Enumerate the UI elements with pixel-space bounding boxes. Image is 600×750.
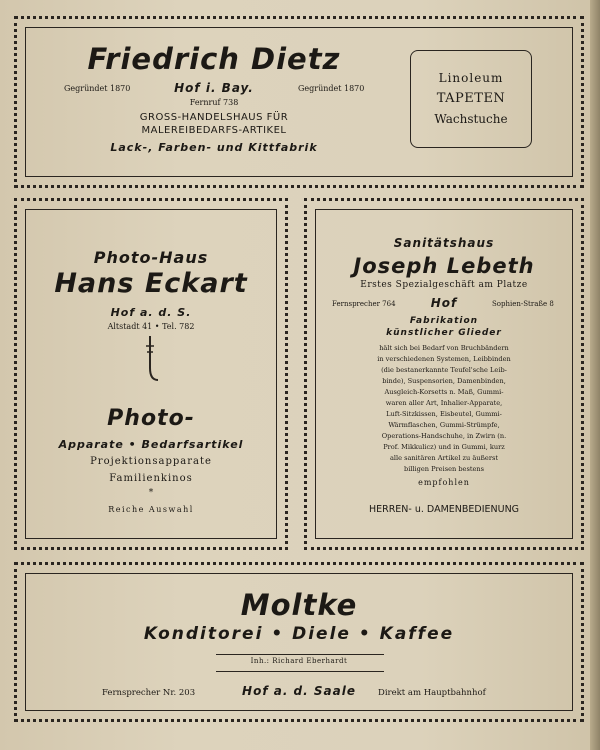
ornament-icon	[144, 334, 160, 384]
ad-eckart	[14, 198, 288, 550]
moltke-location: Direkt am Hauptbahnhof	[378, 688, 486, 698]
lebeth-top: Sanitätshaus	[393, 236, 495, 250]
lebeth-body-line: waren aller Art, Inhalier-Apparate,	[385, 399, 503, 407]
moltke-line: Konditorei • Diele • Kaffee	[143, 624, 455, 644]
page-gutter	[590, 0, 600, 750]
dietz-line3: Lack-, Farben- und Kittfabrik	[110, 141, 318, 154]
lebeth-body-line: Luft-Sitzkissen, Eisbeutel, Gummi-	[386, 410, 502, 418]
lebeth-body-line: binde), Suspensorien, Damenbinden,	[382, 377, 506, 385]
ad-moltke	[14, 562, 584, 722]
dietz-phone: Fernruf 738	[189, 98, 239, 107]
eckart-line3: Reiche Auswahl	[108, 505, 194, 514]
lebeth-body-line: Prof. Mikkulicz) und in Gummi, kurz	[383, 443, 505, 451]
dietz-founded-right: Gegründet 1870	[298, 84, 365, 93]
eckart-city: Hof a. d. S.	[110, 306, 192, 319]
ad-eckart-frame	[25, 209, 277, 539]
eckart-star: *	[148, 488, 154, 498]
dietz-founded-left: Gegründet 1870	[64, 84, 131, 93]
ad-dietz	[14, 16, 584, 188]
dietz-side-line-2: TAPETEN	[436, 91, 506, 106]
lebeth-body-line: Wärmflaschen, Gummi-Strümpfe,	[388, 421, 500, 429]
dietz-side-line-3: Wachstuche	[434, 112, 508, 126]
eckart-items: Apparate • Bedarfsartikel	[58, 438, 244, 451]
ad-moltke-frame	[25, 573, 573, 711]
moltke-name: Moltke	[240, 588, 358, 622]
ad-lebeth-frame	[315, 209, 573, 539]
lebeth-body-line: in verschiedenen Systemen, Leibbinden	[377, 355, 511, 363]
eckart-photo: Photo-	[107, 406, 195, 431]
dietz-city: Hof i. Bay.	[174, 81, 254, 95]
lebeth-phone: Fernsprecher 764	[332, 300, 396, 308]
lebeth-body-line: (die bestanerkannte Teufel'sche Leib-	[381, 366, 507, 374]
lebeth-fab2: künstlicher Glieder	[386, 328, 502, 338]
lebeth-city: Hof	[430, 296, 458, 310]
dietz-side-line-1: Linoleum	[438, 71, 504, 85]
lebeth-street: Sophien-Straße 8	[492, 300, 554, 308]
lebeth-sub: Erstes Spezialgeschäft am Platze	[360, 280, 528, 290]
moltke-phone: Fernsprecher Nr. 203	[102, 688, 196, 698]
eckart-line1: Projektionsapparate	[90, 456, 212, 467]
lebeth-fab1: Fabrikation	[409, 316, 479, 326]
lebeth-service: HERREN- u. DAMENBEDIENUNG	[368, 504, 520, 515]
lebeth-body-line: Operations-Handschuhe, in Zwirn (n.	[381, 432, 507, 440]
ad-dietz-frame	[25, 27, 573, 177]
lebeth-body-line: Ausgleich-Korsetts n. Maß, Gummi-	[384, 388, 504, 396]
eckart-address: Altstadt 41 • Tel. 782	[107, 322, 195, 331]
ad-lebeth	[304, 198, 584, 550]
lebeth-body-line: empfohlen	[418, 478, 470, 487]
lebeth-name: Joseph Lebeth	[353, 254, 535, 278]
moltke-owner: Inh.: Richard Eberhardt	[250, 657, 348, 665]
dietz-name: Friedrich Dietz	[87, 42, 341, 76]
dietz-line1: GROSS-HANDELSHAUS FÜR	[139, 112, 289, 123]
lebeth-body-line: hält sich bei Bedarf von Bruchbändern	[379, 344, 509, 352]
eckart-line2: Familienkinos	[109, 473, 193, 484]
moltke-city: Hof a. d. Saale	[242, 684, 356, 698]
lebeth-body-line: alle sanitären Artikel zu äußerst	[389, 454, 499, 462]
dietz-line2: MALEREIBEDARFS-ARTIKEL	[141, 125, 287, 136]
eckart-name: Hans Eckart	[54, 268, 248, 299]
eckart-top: Photo-Haus	[93, 248, 209, 267]
lebeth-body-line: billigen Preisen bestens	[403, 465, 485, 473]
